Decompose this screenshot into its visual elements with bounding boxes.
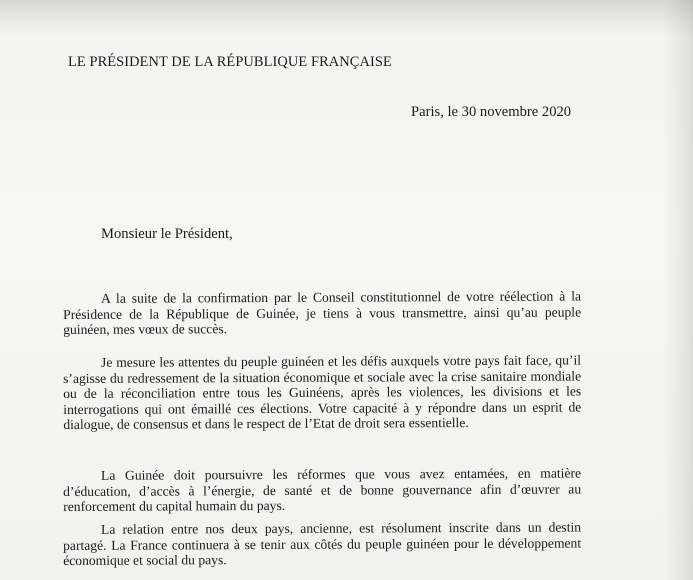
letter-salutation: Monsieur le Président, [101,226,233,242]
letter-date: Paris, le 30 novembre 2020 [411,104,572,120]
paragraph-congratulations: A la suite de la confirmation par le Conseil constitutionnel de votre réélection à la Présidence de la République de Guinée, je tiens à vous transmettre, ainsi qu’au peuple guinéen, mes vœux de succès. [63,288,582,338]
paragraph-relationship: La relation entre nos deux pays, ancienne, est résolument inscrite dans un destin partagé. La France continuera à se tenir aux côtés du peuple guinéen pour le développement économique et social du pays. [63,519,582,569]
paragraph-expectations: Je mesure les attentes du peuple guinéen et les défis auxquels votre pays fait face, qu’il s’agisse du redressement de la situation économique et sociale avec la crise sanitaire mondiale ou de la réconciliation entre tous les Guinéens, après les violences, les divisions et les interrogations qui ont émaillé ces élections. Votre capacité à y répondre dans un esprit de dialogue, de consensus et dans le respect de l’Etat de droit sera essentielle. [63,352,582,433]
letter-heading: LE PRÉSIDENT DE LA RÉPUBLIQUE FRANÇAISE [68,54,392,70]
paragraph-reforms: La Guinée doit poursuivre les réformes que vous avez entamées, en matière d’éducation, d’accès à l’énergie, de santé et de bonne gouvernance afin d’œuvrer au renforcement du capital humain du pays. [63,465,582,515]
